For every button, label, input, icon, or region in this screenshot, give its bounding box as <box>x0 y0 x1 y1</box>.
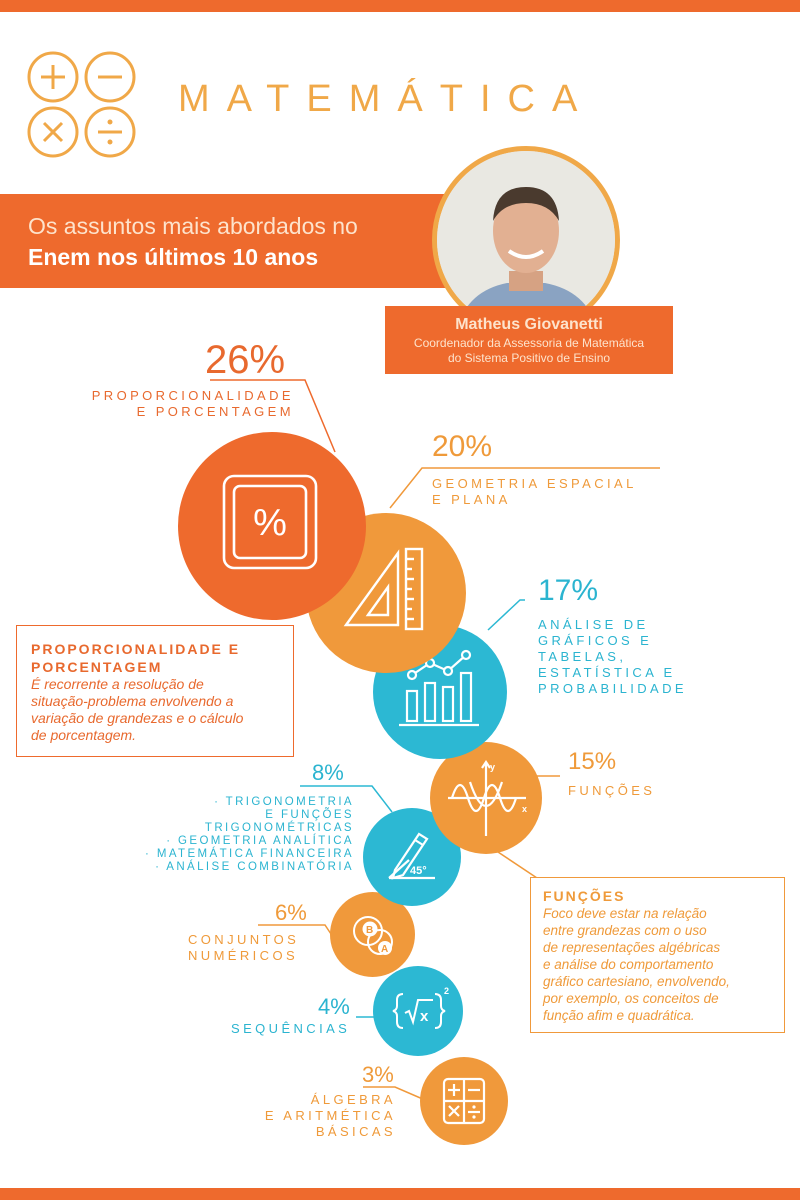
info-box-proporcionalidade <box>16 625 294 757</box>
set-b-label: B <box>366 925 374 936</box>
info-box-funcoes <box>530 877 785 1033</box>
label-line: GRÁFICOS E <box>538 633 653 648</box>
label-line: ESTATÍSTICA E <box>538 665 676 680</box>
label-sequencias <box>231 1021 350 1037</box>
label-funcoes <box>568 783 655 799</box>
label-line: GEOMETRIA ESPACIAL <box>432 476 637 491</box>
label-line: NUMÉRICOS <box>188 948 299 963</box>
angle-label: 45° <box>410 865 427 877</box>
set-a-label: A <box>381 944 389 955</box>
percent-algebra: 3% <box>362 1062 394 1087</box>
info-box-text <box>31 676 279 744</box>
info-box-text-line: entre grandezas com o uso <box>543 923 707 938</box>
label-conjuntos <box>188 932 299 964</box>
label-line: BÁSICAS <box>315 1124 396 1139</box>
label-line: E PLANA <box>432 492 511 507</box>
info-box-text-line: e análise do comportamento <box>543 957 714 972</box>
info-box-text-line: de porcentagem. <box>31 727 137 743</box>
coordinator-role-line2: do Sistema Positivo de Ensino <box>447 351 611 365</box>
info-box-text <box>543 905 772 1024</box>
label-line: FUNÇÕES <box>568 783 656 798</box>
topic-circle-algebra <box>420 1057 508 1145</box>
sqrt-variable: x <box>420 1008 429 1025</box>
info-box-title <box>31 640 279 676</box>
square-root-icon <box>373 966 463 1056</box>
sqrt-exponent: 2 <box>444 986 450 996</box>
percent-sequencias: 4% <box>318 994 350 1019</box>
coordinator-role-line1: Coordenador da Assessoria de Matemática <box>413 336 645 350</box>
label-algebra <box>230 1092 396 1140</box>
percent-proporcionalidade: 26% <box>205 338 286 382</box>
percent-conjuntos: 6% <box>275 900 307 925</box>
label-line: TRIGONOMÉTRICAS <box>204 822 354 834</box>
info-box-text-line: variação de grandezas e o cálculo <box>31 710 244 726</box>
info-box-text-line: situação-problema envolvendo a <box>31 693 234 709</box>
label-line: · ANÁLISE COMBINATÓRIA <box>155 861 354 873</box>
label-proporcionalidade <box>68 388 294 420</box>
label-line: CONJUNTOS <box>188 932 300 947</box>
label-line: E FUNÇÕES <box>265 809 354 821</box>
label-line: ANÁLISE DE <box>538 617 649 632</box>
label-geometria <box>432 476 637 508</box>
info-box-title-line: PROPORCIONALIDADE E <box>31 641 241 657</box>
label-line: · TRIGONOMETRIA <box>214 796 354 808</box>
label-line: PROPORCIONALIDADE <box>91 388 294 403</box>
percent-trigonometria: 8% <box>312 760 344 785</box>
page-title: MATEMÁTICA <box>178 78 595 120</box>
percent-geometria: 20% <box>432 430 493 463</box>
label-line: · GEOMETRIA ANALÍTICA <box>166 835 354 847</box>
label-line: ÁLGEBRA <box>310 1092 396 1107</box>
topic-circle-proporcionalidade <box>178 432 366 620</box>
label-graficos <box>538 617 687 697</box>
info-box-title-line: PORCENTAGEM <box>31 659 163 675</box>
topic-circle-sequencias <box>373 966 463 1056</box>
label-trigonometria <box>100 796 354 874</box>
y-axis-letter: y <box>490 762 496 772</box>
info-box-text-line: Foco deve estar na relação <box>543 906 707 921</box>
info-box-title: FUNÇÕES <box>543 888 626 904</box>
info-box-text-line: É recorrente a resolução de <box>31 676 204 692</box>
percent-icon <box>178 432 366 620</box>
label-line: PROBABILIDADE <box>538 681 687 696</box>
label-line: E ARITMÉTICA <box>264 1108 396 1123</box>
percent-funcoes: 15% <box>568 748 617 775</box>
percent-graficos: 17% <box>538 574 599 607</box>
label-line: E PORCENTAGEM <box>136 404 294 419</box>
info-box-text-line: função afim e quadrática. <box>543 1008 695 1023</box>
coordinator-name: Matheus Giovanetti <box>455 316 603 333</box>
label-line: · MATEMÁTICA FINANCEIRA <box>145 848 354 860</box>
x-axis-letter: x <box>522 804 528 814</box>
info-box-text-line: de representações algébricas <box>543 940 721 955</box>
info-box-text-line: por exemplo, os conceitos de <box>543 991 719 1006</box>
calculator-icon <box>420 1057 508 1145</box>
info-box-text-line: gráfico cartesiano, envolvendo, <box>543 974 730 989</box>
label-line: TABELAS, <box>538 649 627 664</box>
banner-subtitle: Os assuntos mais abordados no <box>28 213 358 239</box>
banner-highlight: Enem nos últimos 10 anos <box>28 244 319 270</box>
label-line: SEQUÊNCIAS <box>231 1021 351 1036</box>
percent-symbol: % <box>253 502 287 544</box>
